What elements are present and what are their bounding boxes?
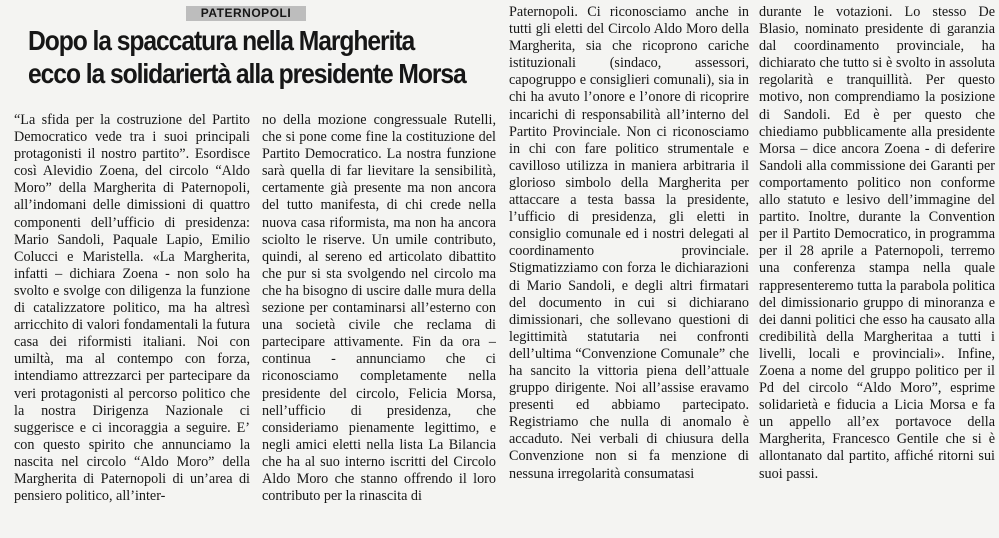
article-column-2 <box>262 112 496 505</box>
article-column-4 <box>759 4 995 483</box>
column-3-text: Paternopoli. Ci riconosciamo anche in tutti gli eletti del Circolo Aldo Moro della Margherita, sia che ricoprono cariche istituzionali (sindaco, assessori, capogruppo e consiglieri comunali), sia in chi ha avuto l’onore e l’onore di ricoprire incarichi di responsabilità all’interno del Partito Provinciale. Non ci riconosciamo in chi con fare politico strumentale e cavilloso utilizza in maniera arbitraria il glorioso simbolo della Margherita per attaccare a testa bassa la presidente, l’ufficio di presidenza, gli eletti in consiglio comunale ed i nostri delegati al coordinamento provinciale. Stigmatizziamo con forza le dichiarazioni di Mario Sandoli, e degli altri firmatari del documento in cui si dichiarano dimissionari, che sollevano questioni di legittimità statutaria nei confronti dell’ultima “Convenzione Comunale” che ha sancito la vittoria piena dell’attuale gruppo dirigente. Noi all’assise eravamo presenti ed abbiamo partecipato. Registriamo che nulla di anomalo è accaduto. Nei verbali di chiusura della Convenzione non si fa menzione di nessuna irregolarità consumatasi <box>509 4 749 482</box>
article-column-3 <box>509 4 749 483</box>
column-1-text: “La sfida per la costruzione del Partito Democratico vede tra i suoi principali protagonisti il nostro partito”. Esordisce così Alevidio Zoena, del circolo “Aldo Moro” della Margherita di Paternopoli, all’indomani delle dimissioni di quattro componenti dell’ufficio di presidenza: Mario Sandoli, Paquale Lapio, Emilio Colucci e Maristella. «La Margherita, infatti – dichiara Zoena - non solo ha svolto e svolge con diligenza la funzione di catalizzatore politico, ma ha altresì arricchito di valori fondamentali la futura casa dei riformisti italiani. Noi con umiltà, ma al contempo con forza, intendiamo attrezzarci per partecipare da veri protagonisti al percorso politico che la nostra Dirigenza Nazionale ci suggerisce e ci incoraggia a seguire. E’ con questo spirito che annunciamo la nascita nel circolo “Aldo Moro” della Margherita di Paternopoli di un’area di pensiero politico, all’inter- <box>14 112 250 505</box>
headline <box>28 24 466 90</box>
column-2-text: no della mozione congressuale Rutelli, che si pone come fine la costituzione del Partito Democratico. La nostra funzione sarà quella di far lievitare la sensibilità, certamente già presente ma non ancora del tutto manifesta, di chi crede nella nuova casa riformista, ma non ha ancora sciolto le riserve. Un umile contributo, quindi, al sereno ed articolato dibattito che pur si sta svolgendo nel circolo ma che ha bisogno di uscire dalle mura della sezione per contaminarsi all’esterno con una società civile che reclama di partecipare attivamente. Fin da ora – continua - annunciamo che ci riconosciamo completamente nella presidente del circolo, Felicia Morsa, nell’ufficio di presidenza, che consideriamo pienamente legittimo, e negli amici eletti nella lista La Bilancia che ha al suo interno iscritti del Circolo Aldo Moro che stanno offrendo il loro contributo per la rinascita di <box>262 112 496 505</box>
article-column-1 <box>14 112 250 505</box>
section-label: PATERNOPOLI <box>186 6 306 21</box>
headline-line-2: ecco la solidariertà alla presidente Morsa <box>28 58 466 89</box>
headline-line-1: Dopo la spaccatura nella Margherita <box>28 25 415 56</box>
column-4-text: durante le votazioni. Lo stesso De Blasio, nominato presidente di garanzia dal coordinamento provinciale, ha dichiarato che tutto si è svolto in assoluta regolarità e tranquillità. Per questo motivo, non comprendiamo la posizione di Sandoli. Ed è per questo che chiediamo pubblicamente alla presidente Morsa – dice ancora Zoena - di deferire Sandoli alla commissione dei Garanti per comportamento politico non conforme allo statuto e lesivo dell’immagine del partito. Inoltre, durante la Convention per il Partito Democratico, in programma per il 28 aprile a Paternopoli, terremo una conferenza stampa nella quale rappresenteremo tutta la parabola politica del dimissionario gruppo di minoranza e dei danni politici che esso ha causato alla credibilità della Margheritaa a tutti i livelli, locali e provinciali». Infine, Zoena a nome del gruppo politico per il Pd del circolo “Aldo Moro”, esprime solidarietà e fiducia a Licia Morsa e fa un appello all’ex portavoce della Margherita, Francesco Gentile che si è allontanato dal partito, affiché ritorni sui suoi passi. <box>759 4 995 482</box>
